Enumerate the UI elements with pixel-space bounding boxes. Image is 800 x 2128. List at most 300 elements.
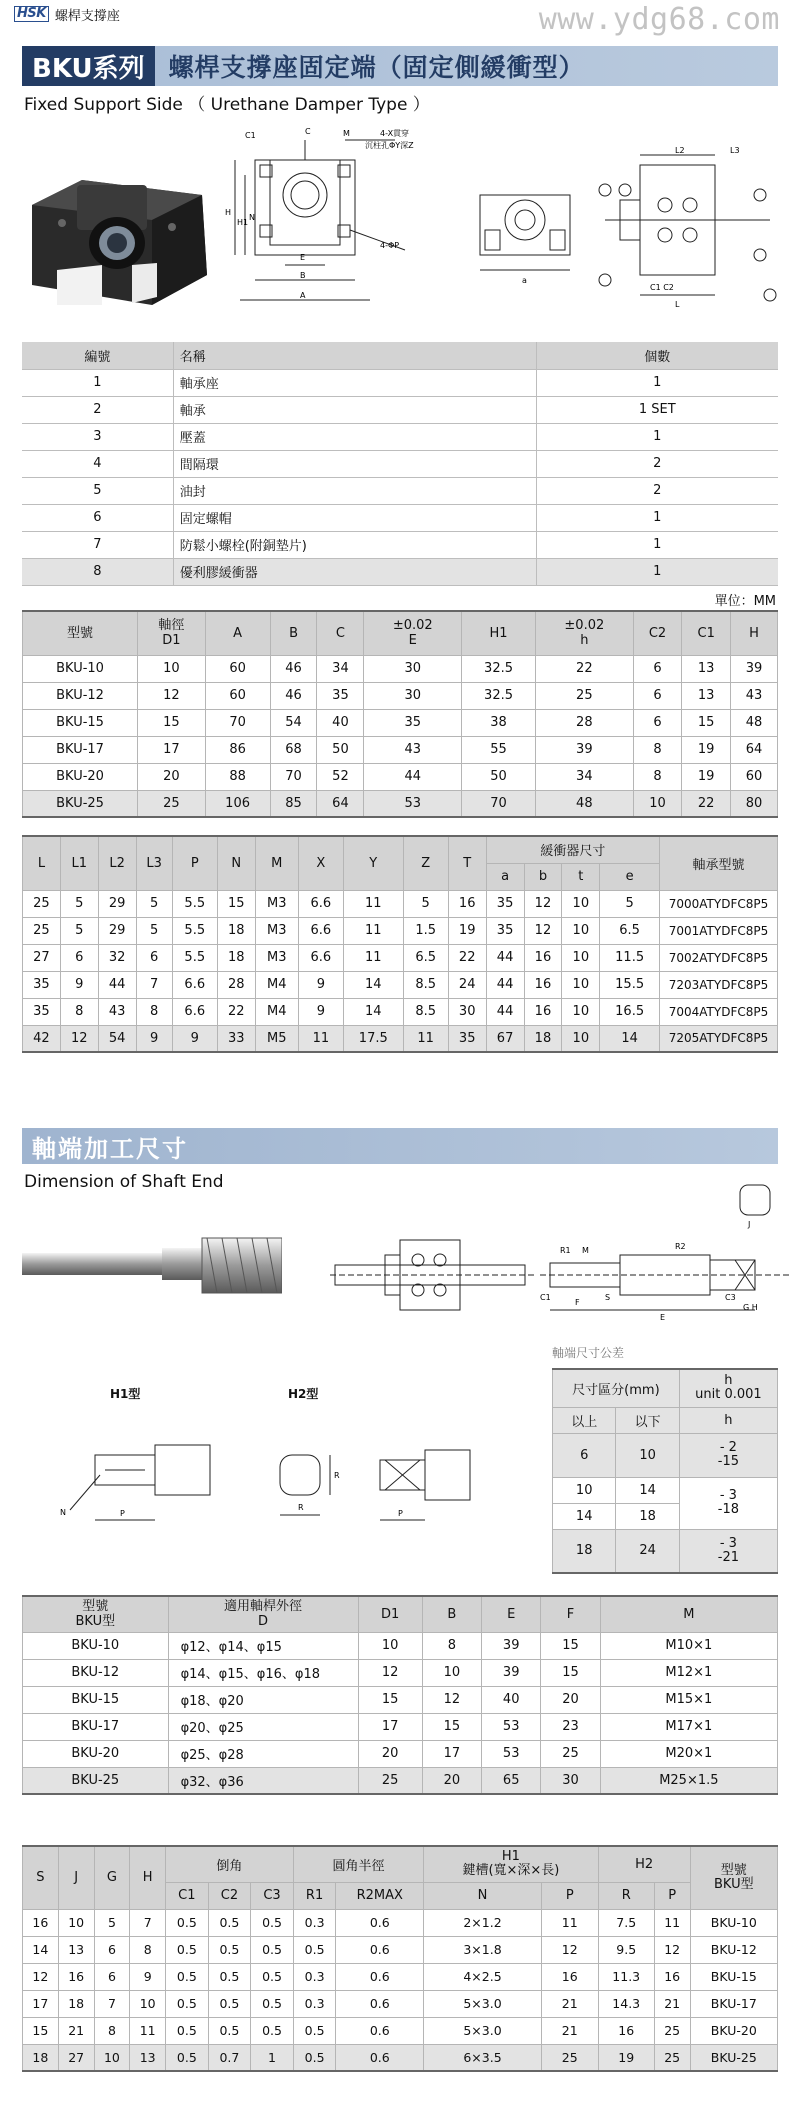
label-M: M	[343, 129, 350, 138]
dims1-cell: 85	[270, 790, 317, 817]
dims2-cell: 6.5	[403, 944, 448, 971]
dims1-cell: 25	[536, 682, 634, 709]
dims4-cell: 19	[598, 2044, 654, 2071]
dims3-cell: 25	[541, 1740, 600, 1767]
dims1-cell: 64	[731, 736, 778, 763]
dims4-cell: 0.6	[336, 1990, 424, 2017]
dims4-cell: 16	[654, 1963, 690, 1990]
dims4-sub-N: N	[424, 1882, 542, 1909]
dims1-header-cell: H	[731, 611, 778, 655]
dims2-cell: 10	[562, 917, 600, 944]
dims2-cell: 5.5	[172, 944, 217, 971]
dims2-header-cell: P	[172, 836, 217, 890]
dims2-cell: 10	[562, 1025, 600, 1052]
dims4-cell: 21	[541, 2017, 598, 2044]
brand-logo: HSK	[14, 6, 49, 22]
tol-sub-h: h	[679, 1407, 777, 1433]
dims3-cell: 65	[482, 1767, 541, 1794]
label-E: E	[300, 253, 306, 262]
dims4-cell: 0.6	[336, 2044, 424, 2071]
parts-table	[22, 342, 778, 586]
dims1-cell: 88	[205, 763, 270, 790]
dims4-cell: 25	[654, 2044, 690, 2071]
dims4-cell: 0.5	[251, 2017, 294, 2044]
dims2-cell: 42	[23, 1025, 61, 1052]
h1-type-drawing	[55, 1420, 215, 1535]
dims1-cell: 6	[633, 682, 682, 709]
tol-cell: 14	[553, 1503, 616, 1529]
dims4-sub-C2: C2	[208, 1882, 251, 1909]
label-J: J	[748, 1220, 751, 1229]
label-C1-shaft: C1	[540, 1293, 551, 1302]
dims4-cell: 0.5	[166, 1909, 209, 1936]
dims1-cell: 28	[536, 709, 634, 736]
dims3-header-cell: B	[422, 1596, 481, 1632]
dims1-cell: 38	[462, 709, 536, 736]
dims4-cell: 13	[58, 1936, 94, 1963]
dims4-cell: 12	[23, 1963, 59, 1990]
dims3-cell: M25×1.5	[600, 1767, 777, 1794]
dims3-cell: M17×1	[600, 1713, 777, 1740]
tol-cell: 14	[616, 1477, 679, 1503]
dimension-table-2	[22, 835, 778, 1053]
parts-cell: 1 SET	[536, 396, 778, 423]
dims3-header-cell: D1	[358, 1596, 422, 1632]
dims2-cell: 16	[524, 944, 562, 971]
dims3-cell: 12	[358, 1659, 422, 1686]
dims4-header-h1: H1 鍵槽(寬×深×長)	[424, 1846, 598, 1882]
dims4-cell: 0.5	[293, 2044, 336, 2071]
dims2-subheader-cell: a	[486, 863, 524, 890]
dims1-row	[23, 763, 778, 790]
parts-cell: 1	[536, 558, 778, 585]
dims3-body	[23, 1632, 778, 1794]
dims2-row	[23, 890, 778, 917]
dims1-cell: 48	[536, 790, 634, 817]
dims4-cell: 0.3	[293, 1909, 336, 1936]
dims2-cell: 6.6	[172, 998, 217, 1025]
dims1-cell: 32.5	[462, 655, 536, 682]
dims2-header-cell: L3	[136, 836, 172, 890]
dims2-cell: 9	[298, 971, 343, 998]
dims2-cell: 28	[217, 971, 255, 998]
dims2-cell: 7203ATYDFC8P5	[660, 971, 778, 998]
label-L3: L3	[730, 146, 740, 155]
dims2-header-cell: L2	[98, 836, 136, 890]
dims1-cell: BKU-15	[23, 709, 138, 736]
label-A: A	[300, 291, 306, 300]
dims2-cell: 1.5	[403, 917, 448, 944]
dims4-cell: 21	[541, 1990, 598, 2017]
h2-type-label: H2型	[288, 1387, 319, 1401]
dims3-header-row	[23, 1596, 778, 1632]
dims2-cell: 44	[486, 998, 524, 1025]
dims3-cell: 53	[482, 1740, 541, 1767]
dimension-table-4	[22, 1845, 778, 2072]
dims4-header-J: J	[58, 1846, 94, 1909]
tol-cell: 10	[553, 1477, 616, 1503]
dims2-cell: 8	[60, 998, 98, 1025]
parts-cell: 3	[22, 423, 173, 450]
product-subtitle: Fixed Support Side （ Urethane Damper Type ）	[24, 95, 430, 115]
dims2-cell: 16	[448, 890, 486, 917]
dims1-cell: 70	[462, 790, 536, 817]
dims4-cell: 17	[23, 1990, 59, 2017]
parts-body	[22, 369, 778, 585]
dims2-cell: M3	[255, 917, 298, 944]
dims1-header-cell: C1	[682, 611, 731, 655]
dims1-row	[23, 709, 778, 736]
dims3-cell: φ32、φ36	[168, 1767, 358, 1794]
dims2-cell: 5	[136, 890, 172, 917]
dims3-cell: 10	[358, 1632, 422, 1659]
label-R1: R1	[560, 1246, 571, 1255]
parts-cell: 8	[22, 558, 173, 585]
dims2-cell: 5	[136, 917, 172, 944]
dims3-cell: BKU-20	[23, 1740, 169, 1767]
parts-row	[22, 423, 778, 450]
shaft-photo	[22, 1228, 282, 1303]
dims1-cell: 39	[731, 655, 778, 682]
dims4-cell: 7	[94, 1990, 130, 2017]
dims2-row	[23, 971, 778, 998]
label-R-h2: R	[298, 1503, 304, 1512]
dims4-cell: 0.5	[251, 1936, 294, 1963]
side-section-drawing	[580, 145, 790, 325]
dims2-cell: 25	[23, 917, 61, 944]
dims4-cell: 0.5	[293, 1936, 336, 1963]
dims1-cell: 35	[317, 682, 364, 709]
label-a: a	[522, 276, 527, 285]
dims3-cell: 15	[422, 1713, 481, 1740]
label-4P: 4-ΦP	[380, 241, 400, 250]
dims2-header-cell: Y	[343, 836, 403, 890]
dims2-cell: 5	[600, 890, 660, 917]
dims3-cell: 39	[482, 1659, 541, 1686]
parts-row	[22, 369, 778, 396]
dims1-header-cell: C2	[633, 611, 682, 655]
label-C: C	[305, 127, 311, 136]
dims3-cell: M20×1	[600, 1740, 777, 1767]
dims1-cell: 68	[270, 736, 317, 763]
dims4-cell: BKU-15	[690, 1963, 777, 1990]
shaft-section-title: 軸端加工尺寸	[22, 1128, 778, 1164]
dims1-row	[23, 655, 778, 682]
dims4-cell: 10	[94, 2044, 130, 2071]
dims2-cell: 5.5	[172, 890, 217, 917]
label-R2: R2	[675, 1242, 686, 1251]
label-H: H	[225, 208, 232, 217]
dims3-cell: 17	[422, 1740, 481, 1767]
dims3-header-cell: M	[600, 1596, 777, 1632]
dims1-cell: 60	[205, 682, 270, 709]
dims2-cell: 11	[403, 1025, 448, 1052]
dims2-cell: 67	[486, 1025, 524, 1052]
label-P-h2: P	[398, 1509, 403, 1518]
dims2-cell: 10	[562, 890, 600, 917]
dims4-cell: 16	[58, 1963, 94, 1990]
dims1-header-cell: 軸徑 D1	[138, 611, 206, 655]
dims2-cell: 44	[486, 971, 524, 998]
dims4-header-model: 型號 BKU型	[690, 1846, 777, 1909]
dims3-cell: BKU-17	[23, 1713, 169, 1740]
dims2-cell: 35	[23, 998, 61, 1025]
dims4-cell: 16	[23, 1909, 59, 1936]
dims4-cell: 0.3	[293, 1990, 336, 2017]
dims2-cell: 43	[98, 998, 136, 1025]
dims2-cell: 9	[60, 971, 98, 998]
label-B: B	[300, 271, 306, 280]
dims4-cell: 10	[58, 1909, 94, 1936]
tolerance-table	[552, 1368, 778, 1574]
dims1-cell: 10	[138, 655, 206, 682]
dims4-cell: 11.3	[598, 1963, 654, 1990]
dims2-cell: 17.5	[343, 1025, 403, 1052]
dims4-header-G: G	[94, 1846, 130, 1909]
dims3-header-cell: 適用軸桿外徑 D	[168, 1596, 358, 1632]
dims3-cell: BKU-12	[23, 1659, 169, 1686]
dims4-cell: 16	[598, 2017, 654, 2044]
dims1-cell: 44	[364, 763, 462, 790]
dims1-header-cell: A	[205, 611, 270, 655]
dims2-cell: 7	[136, 971, 172, 998]
h2-type-drawing	[270, 1420, 510, 1535]
dims2-cell: 11	[343, 944, 403, 971]
dims4-cell: 18	[58, 1990, 94, 2017]
parts-cell: 防鬆小螺栓(附銅墊片)	[173, 531, 536, 558]
dims2-cell: 11	[343, 890, 403, 917]
dims3-cell: 53	[482, 1713, 541, 1740]
dims4-header-chamfer: 倒角	[166, 1846, 294, 1882]
label-4X: 4-X貫穿	[380, 129, 410, 138]
dims2-cell: 16.5	[600, 998, 660, 1025]
dims3-cell: 30	[541, 1767, 600, 1794]
dims3-cell: φ18、φ20	[168, 1686, 358, 1713]
dims4-cell: 14	[23, 1936, 59, 1963]
dims3-cell: BKU-15	[23, 1686, 169, 1713]
dims2-subheader-cell: b	[524, 863, 562, 890]
parts-cell: 1	[536, 423, 778, 450]
dims2-cell: 6	[60, 944, 98, 971]
dims2-cell: 15.5	[600, 971, 660, 998]
dims1-cell: 6	[633, 655, 682, 682]
unit-label: 單位：MM	[714, 594, 776, 609]
tol-cell: 18	[553, 1529, 616, 1573]
dims4-cell: 2×1.2	[424, 1909, 542, 1936]
parts-cell: 6	[22, 504, 173, 531]
h1-type-label: H1型	[110, 1387, 141, 1401]
dims3-cell: M10×1	[600, 1632, 777, 1659]
dims2-header-cell: L	[23, 836, 61, 890]
dims1-cell: 48	[731, 709, 778, 736]
dims2-cell: 35	[486, 890, 524, 917]
dims1-cell: 10	[633, 790, 682, 817]
dims2-cell: 32	[98, 944, 136, 971]
dims4-cell: 0.7	[208, 2044, 251, 2071]
tol-cell: 6	[553, 1433, 616, 1477]
label-N: N	[249, 213, 255, 222]
dims4-cell: 14.3	[598, 1990, 654, 2017]
dims3-cell: 17	[358, 1713, 422, 1740]
title-bar	[22, 46, 778, 86]
dims1-header-row	[23, 611, 778, 655]
dims4-cell: 7	[130, 1909, 166, 1936]
parts-cell: 軸承	[173, 396, 536, 423]
dims4-cell: BKU-17	[690, 1990, 777, 2017]
dims2-cell: 14	[343, 971, 403, 998]
dims1-cell: 46	[270, 655, 317, 682]
dims2-cell: 44	[98, 971, 136, 998]
site-url[interactable]: www.ydg68.com	[538, 2, 780, 37]
dims1-cell: 52	[317, 763, 364, 790]
dims3-cell: BKU-10	[23, 1632, 169, 1659]
dims2-cell: 12	[524, 917, 562, 944]
dims1-cell: BKU-12	[23, 682, 138, 709]
dims1-cell: 106	[205, 790, 270, 817]
dims3-cell: 25	[358, 1767, 422, 1794]
tol-cell: 18	[616, 1503, 679, 1529]
dims2-cell: 8.5	[403, 971, 448, 998]
dims3-cell: 10	[422, 1659, 481, 1686]
dims3-row	[23, 1767, 778, 1794]
dims2-cell: 16	[524, 998, 562, 1025]
label-M-shaft: M	[582, 1246, 589, 1255]
dims4-cell: 5×3.0	[424, 1990, 542, 2017]
product-photo	[22, 165, 212, 315]
dims4-cell: 13	[130, 2044, 166, 2071]
dims2-damper-header: 緩衝器尺寸	[486, 836, 659, 863]
dims2-header-cell: L1	[60, 836, 98, 890]
dims4-cell: 6	[94, 1936, 130, 1963]
dims1-cell: 13	[682, 682, 731, 709]
dims2-cell: 10	[562, 944, 600, 971]
dims1-cell: 15	[682, 709, 731, 736]
dims4-row	[23, 1909, 778, 1936]
dims3-header-cell: E	[482, 1596, 541, 1632]
dims4-sub-R1: R1	[293, 1882, 336, 1909]
parts-row	[22, 396, 778, 423]
dims1-cell: 32.5	[462, 682, 536, 709]
tol-cell: - 3 -21	[679, 1529, 777, 1573]
dims2-subheader-cell: e	[600, 863, 660, 890]
front-view-drawing	[215, 120, 465, 325]
dims3-cell: 20	[422, 1767, 481, 1794]
dims3-row	[23, 1740, 778, 1767]
dims1-cell: 34	[317, 655, 364, 682]
dims1-cell: 53	[364, 790, 462, 817]
dims1-header-cell: 型號	[23, 611, 138, 655]
dims2-cell: 5	[60, 890, 98, 917]
label-L: L	[675, 300, 680, 309]
label-C3: C3	[725, 1293, 736, 1302]
dims2-cell: M3	[255, 944, 298, 971]
dims4-cell: 8	[94, 2017, 130, 2044]
dims1-header-cell: C	[317, 611, 364, 655]
dims4-cell: 4×2.5	[424, 1963, 542, 1990]
dims2-row	[23, 998, 778, 1025]
dims2-cell: 16	[524, 971, 562, 998]
dims2-cell: M5	[255, 1025, 298, 1052]
parts-cell: 1	[536, 504, 778, 531]
label-Y-Z: 沉柱孔ΦY深Z	[365, 141, 414, 150]
dims1-cell: 19	[682, 736, 731, 763]
dims2-bearing-header: 軸承型號	[660, 836, 778, 890]
dims2-cell: 11.5	[600, 944, 660, 971]
label-G-H: G H	[743, 1303, 758, 1312]
dims1-cell: 86	[205, 736, 270, 763]
dims1-cell: 35	[364, 709, 462, 736]
dims3-cell: M15×1	[600, 1686, 777, 1713]
dims1-cell: BKU-20	[23, 763, 138, 790]
dims2-cell: 22	[448, 944, 486, 971]
dims2-cell: 24	[448, 971, 486, 998]
dims3-header-cell: F	[541, 1596, 600, 1632]
dims1-cell: 43	[731, 682, 778, 709]
dims1-cell: 34	[536, 763, 634, 790]
dims3-cell: M12×1	[600, 1659, 777, 1686]
dims3-cell: 15	[358, 1686, 422, 1713]
dims1-cell: 20	[138, 763, 206, 790]
dims2-cell: 18	[217, 944, 255, 971]
dims4-cell: 0.6	[336, 1936, 424, 1963]
dims1-cell: 12	[138, 682, 206, 709]
dims1-cell: 8	[633, 736, 682, 763]
dims1-cell: BKU-10	[23, 655, 138, 682]
dims3-cell: 20	[358, 1740, 422, 1767]
shaft-section-subtitle: Dimension of Shaft End	[24, 1172, 224, 1192]
dims1-cell: 39	[536, 736, 634, 763]
tol-h-header: h unit 0.001	[679, 1369, 777, 1407]
dims1-cell: 60	[205, 655, 270, 682]
dims1-cell: 43	[364, 736, 462, 763]
dims4-sub-P2: P	[654, 1882, 690, 1909]
damper-drawing	[465, 180, 585, 300]
label-H1: H1	[237, 218, 249, 227]
dims2-cell: 35	[448, 1025, 486, 1052]
dims4-cell: BKU-25	[690, 2044, 777, 2071]
dims4-cell: BKU-20	[690, 2017, 777, 2044]
dims1-cell: 55	[462, 736, 536, 763]
dims3-cell: 23	[541, 1713, 600, 1740]
dims2-cell: 19	[448, 917, 486, 944]
parts-row	[22, 558, 778, 585]
dims4-cell: 0.5	[166, 2044, 209, 2071]
dims3-cell: φ14、φ15、φ16、φ18	[168, 1659, 358, 1686]
dims4-cell: 0.5	[208, 1909, 251, 1936]
dims2-header-cell: N	[217, 836, 255, 890]
dims1-cell: 54	[270, 709, 317, 736]
dims4-cell: 0.5	[251, 1990, 294, 2017]
dims1-cell: 6	[633, 709, 682, 736]
dims2-header-cell: T	[448, 836, 486, 890]
dims2-cell: 11	[298, 1025, 343, 1052]
dims1-cell: 19	[682, 763, 731, 790]
dims2-cell: 22	[217, 998, 255, 1025]
dims2-cell: 10	[562, 971, 600, 998]
dims1-cell: 50	[317, 736, 364, 763]
label-S: S	[605, 1293, 611, 1302]
dims2-cell: 6.6	[172, 971, 217, 998]
dims4-cell: 0.5	[166, 2017, 209, 2044]
dims2-cell: 6.6	[298, 944, 343, 971]
dims2-cell: 14	[343, 998, 403, 1025]
parts-cell: 優利膠緩衝器	[173, 558, 536, 585]
dims1-cell: 15	[138, 709, 206, 736]
dims4-cell: 0.5	[251, 1909, 294, 1936]
label-N-key: N	[60, 1508, 66, 1517]
label-F: F	[575, 1298, 580, 1307]
dims2-cell: 9	[298, 998, 343, 1025]
